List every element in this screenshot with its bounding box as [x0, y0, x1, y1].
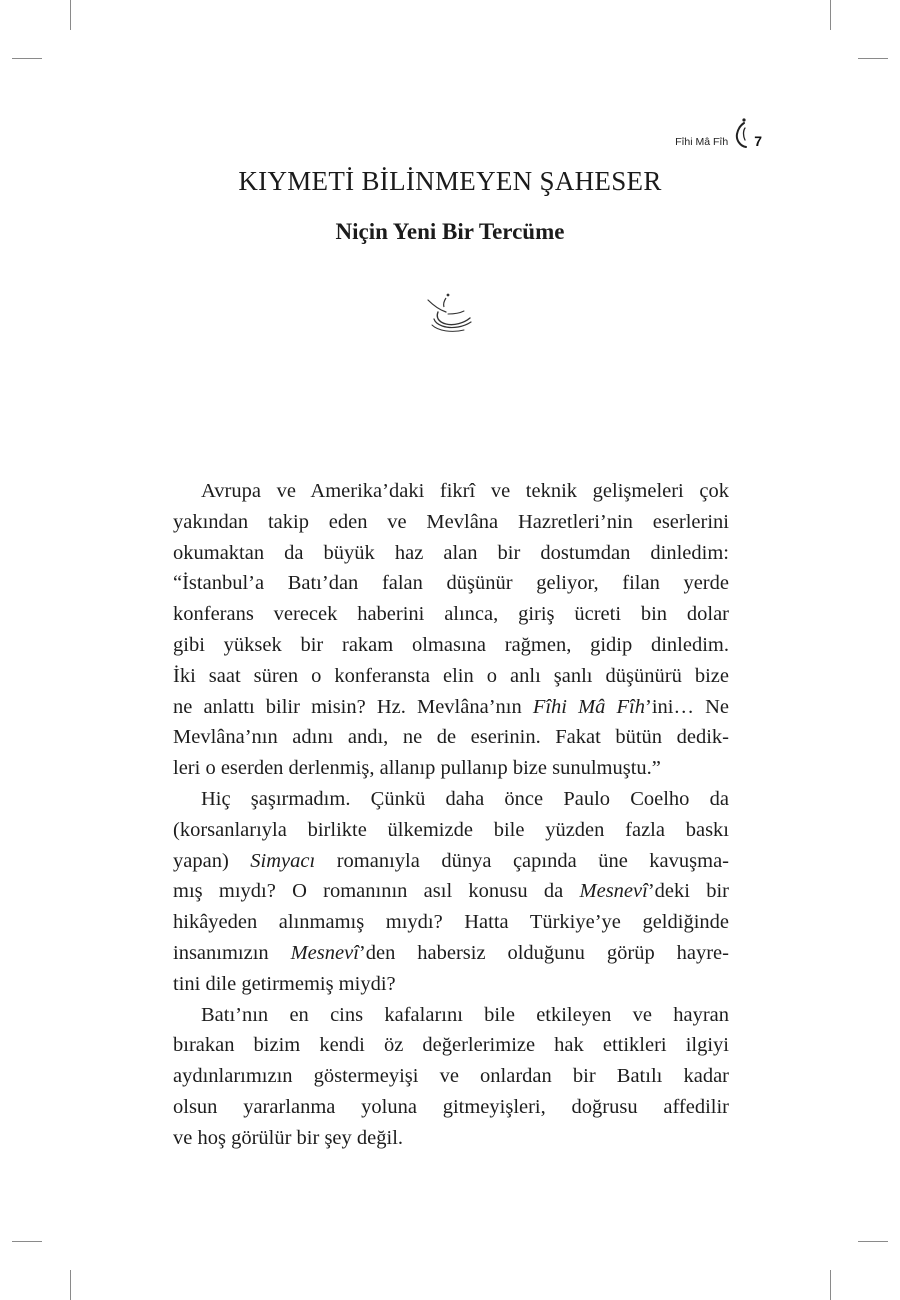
text-line: leri o eserden derlenmiş, allanıp pullanıp bize sunulmuştu.” [173, 757, 661, 780]
text-line: yakından takip eden ve Mevlâna Hazretleri’nin eserlerini [173, 510, 729, 533]
text-run: ’deki bir [647, 880, 729, 903]
crop-mark-left-bottom [12, 1241, 42, 1242]
text-line: İki saat süren o konferansta elin o anlı şanlı düşünürü bize [173, 664, 729, 687]
page-number: 7 [754, 133, 762, 149]
text-run: romanıyla dünya çapında üne kavuşma- [315, 849, 730, 872]
chapter-title: KIYMETİ BİLİNMEYEN ŞAHESER [238, 166, 662, 196]
text-run: insanımızın [173, 941, 291, 964]
crop-mark-bottom-right [830, 1270, 831, 1300]
text-line: olsun yararlanma yoluna gitmeyişleri, doğrusu affedilir [173, 1095, 729, 1118]
text-line [173, 938, 729, 969]
running-head-title: Fîhi Mâ Fîh [675, 136, 729, 148]
text-line [173, 692, 729, 723]
text-line: gibi yüksek bir rakam olmasına rağmen, gidip dinledim. [173, 633, 729, 656]
text-line: ve hoş görülür bir şey değil. [173, 1126, 404, 1149]
text-line [173, 846, 729, 877]
text-line: hikâyeden alınmamış mıydı? Hatta Türkiye’ye geldiğinde [173, 911, 729, 934]
text-line: bırakan bizim kendi öz değerlerimize hak ettikleri ilgiyi [173, 1034, 729, 1057]
crop-mark-right-top [858, 58, 888, 59]
text-line: “İstanbul’a Batı’dan falan düşünür geliyor, filan yerde [173, 572, 729, 595]
text-line: Batı’nın en cins kafalarını bile etkileyen ve hayran [201, 1003, 729, 1026]
book-title-italic: Mesnevî [290, 941, 359, 964]
text-line: tini dile getirmemiş miydi? [173, 972, 396, 995]
text-line: okumaktan da büyük haz alan bir dostumdan dinledim: [173, 541, 729, 564]
paragraph-2 [173, 784, 729, 1000]
text-line: konferans verecek haberini alınca, giriş ücreti bin dolar [173, 603, 729, 626]
text-run: ’ini… Ne [645, 695, 729, 718]
book-title-italic: Fîhi Mâ Fîh [532, 695, 646, 718]
book-title-italic: Mesnevî [579, 880, 648, 903]
crop-mark-bottom-left [70, 1270, 71, 1300]
whirling-dervish-ornament-icon [424, 292, 474, 339]
text-run: yapan) [173, 849, 251, 872]
paragraph-3 [173, 1000, 729, 1154]
whirling-dervish-icon [732, 116, 750, 150]
paragraph-1 [173, 476, 729, 784]
book-title-italic: Simyacı [250, 849, 316, 872]
text-line [173, 876, 729, 907]
text-line: (korsanlarıyla birlikte ülkemizde bile yüzden fazla baskı [173, 818, 729, 841]
text-line: Avrupa ve Amerika’daki fikrî ve teknik gelişmeleri çok [201, 480, 729, 502]
body-text [173, 476, 729, 1154]
text-run: mış mıydı? O romanının asıl konusu da [173, 880, 580, 903]
crop-mark-right-bottom [858, 1241, 888, 1242]
crop-mark-left-top [12, 58, 42, 59]
text-run: ne anlattı bilir misin? Hz. Mevlâna’nın [173, 695, 533, 718]
text-run: ’den habersiz olduğunu görüp hayre- [358, 941, 729, 964]
text-line: Hiç şaşırmadım. Çünkü daha önce Paulo Coelho da [201, 787, 729, 810]
text-line: aydınlarımızın göstermeyişi ve onlardan bir Batılı kadar [173, 1065, 729, 1088]
text-line: Mevlâna’nın adını andı, ne de eserinin. Fakat bütün dedik- [173, 726, 729, 749]
chapter-subtitle: Niçin Yeni Bir Tercüme [335, 219, 565, 244]
crop-mark-top-right [830, 0, 831, 30]
crop-mark-top-left [70, 0, 71, 30]
running-head [675, 116, 762, 150]
